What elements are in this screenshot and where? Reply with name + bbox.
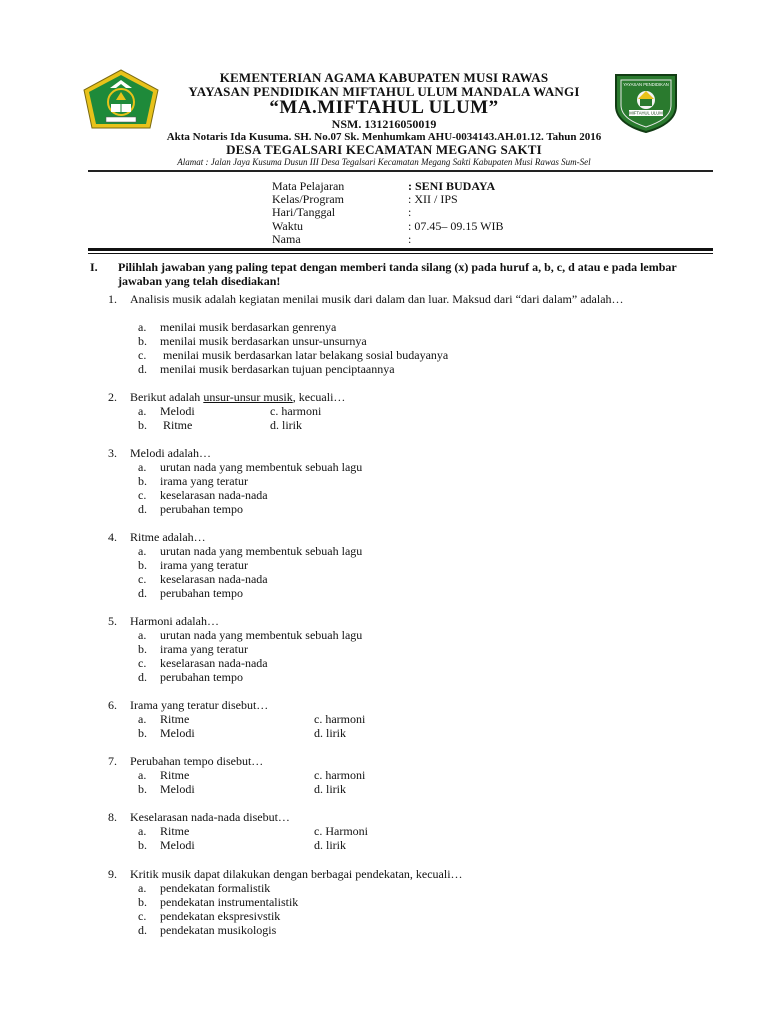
village-line: DESA TEGALSARI KECAMATAN MEGANG SAKTI — [226, 142, 542, 157]
option-b — [138, 726, 195, 740]
option-letter: c. — [138, 572, 147, 586]
option-c — [138, 572, 268, 586]
option-d — [314, 782, 346, 796]
option-b — [138, 334, 367, 348]
option-b — [138, 895, 298, 909]
option-text: irama yang teratur — [160, 474, 248, 488]
option-b — [138, 558, 248, 572]
option-text: perubahan tempo — [160, 586, 243, 600]
option-letter: d. — [138, 586, 147, 600]
question-number: 3. — [108, 446, 117, 460]
option-text: irama yang teratur — [160, 642, 248, 656]
option-letter: a. — [138, 320, 147, 334]
option-a — [138, 712, 189, 726]
option-a — [138, 628, 362, 642]
question-text: Ritme adalah… — [130, 530, 206, 544]
option-text: Melodi — [160, 838, 195, 852]
question-number: 9. — [108, 867, 117, 881]
meta-row-date — [272, 206, 503, 219]
option-a — [138, 460, 362, 474]
section-divider-thick — [88, 248, 713, 251]
option-d — [138, 586, 243, 600]
option-letter: b. — [138, 642, 147, 656]
option-b — [138, 474, 248, 488]
option-c — [314, 824, 368, 838]
meta-value: : — [408, 205, 412, 220]
option-letter: c. — [138, 656, 147, 670]
option-d — [138, 670, 243, 684]
meta-row-time — [272, 220, 503, 233]
section-divider-thin — [88, 253, 713, 254]
option-text: d. lirik — [270, 418, 302, 432]
option-d — [314, 838, 346, 852]
nsm-number: NSM. 131216050019 — [331, 117, 437, 131]
question-text-end: , kecuali… — [292, 390, 346, 404]
option-text: keselarasan nada-nada — [160, 488, 268, 502]
option-text: perubahan tempo — [160, 670, 243, 684]
option-letter: b. — [138, 418, 147, 432]
option-c — [314, 712, 365, 726]
option-letter: b. — [138, 782, 147, 796]
option-letter: a. — [138, 712, 147, 726]
option-text: Ritme — [160, 418, 193, 432]
question-text: Kritik musik dapat dilakukan dengan berbagai pendekatan, kecuali… — [130, 867, 463, 881]
question-number: 7. — [108, 754, 117, 768]
option-c — [270, 404, 321, 418]
option-text: Ritme — [160, 712, 190, 726]
option-text: Ritme — [160, 768, 190, 782]
question-text: Perubahan tempo disebut… — [130, 754, 264, 768]
option-text: keselarasan nada-nada — [160, 572, 268, 586]
option-text: perubahan tempo — [160, 502, 243, 516]
option-letter: d. — [138, 502, 147, 516]
option-text: d. lirik — [314, 726, 346, 740]
question-text-start: Berikut adalah — [130, 390, 204, 404]
option-text: pendekatan musikologis — [160, 923, 277, 937]
option-letter: c. — [138, 348, 147, 362]
option-letter: a. — [138, 460, 147, 474]
question-text: Analisis musik adalah kegiatan menilai musik dari dalam dan luar. Maksud dari “dari dalam” adalah… — [130, 292, 624, 306]
header-divider — [88, 170, 713, 172]
option-letter: b. — [138, 726, 147, 740]
notary-line: Akta Notaris Ida Kusuma. SH. No.07 Sk. Menhumkam AHU-0034143.AH.01.12. Tahun 2016 — [166, 131, 602, 143]
option-b — [138, 642, 248, 656]
option-c — [138, 488, 268, 502]
shield-top-text: YAYASAN PENDIDIKAN — [623, 82, 669, 87]
option-text: urutan nada yang membentuk sebuah lagu — [160, 460, 363, 474]
option-c — [138, 909, 280, 923]
option-text: pendekatan instrumentalistik — [160, 895, 299, 909]
meta-value: : 07.45– 09.15 WIB — [408, 218, 504, 233]
ministry-line: KEMENTERIAN AGAMA KABUPATEN MUSI RAWAS — [219, 70, 549, 85]
option-text: pendekatan ekspresivstik — [160, 909, 281, 923]
question-number: 4. — [108, 530, 117, 544]
option-letter: a. — [138, 824, 147, 838]
option-c — [138, 656, 268, 670]
question-number: 1. — [108, 292, 117, 306]
question-number: 6. — [108, 698, 117, 712]
question-number: 2. — [108, 390, 117, 404]
option-text: c. harmoni — [270, 404, 322, 418]
underlined-term: unsur-unsur musik — [203, 390, 293, 404]
address-line: Alamat : Jalan Jaya Kusuma Dusun III Desa Tegalsari Kecamatan Megang Sakti Kabupaten Musi Rawas Sum-Sel — [177, 157, 591, 167]
meta-label: Waktu — [272, 218, 304, 233]
question-text: Melodi adalah… — [130, 446, 211, 460]
option-text: Melodi — [160, 404, 195, 418]
option-text: menilai musik berdasarkan latar belakang sosial budayanya — [160, 348, 449, 362]
option-letter: a. — [138, 544, 147, 558]
option-letter: a. — [138, 628, 147, 642]
option-text: c. harmoni — [314, 768, 366, 782]
option-b — [138, 782, 195, 796]
option-a — [138, 404, 195, 418]
option-text: menilai musik berdasarkan genrenya — [160, 320, 337, 334]
option-text: c. Harmoni — [314, 824, 368, 838]
question-number: 8. — [108, 810, 117, 824]
option-b — [138, 418, 192, 432]
option-letter: a. — [138, 768, 147, 782]
option-text: urutan nada yang membentuk sebuah lagu — [160, 544, 363, 558]
option-text: urutan nada yang membentuk sebuah lagu — [160, 628, 363, 642]
school-name: “MA.MIFTAHUL ULUM” — [269, 97, 499, 118]
question-text: Harmoni adalah… — [130, 614, 219, 628]
option-c — [138, 348, 448, 362]
option-text: Ritme — [160, 824, 190, 838]
meta-value: : SENI BUDAYA — [408, 179, 496, 193]
option-letter: d. — [138, 670, 147, 684]
meta-label: Mata Pelajaran — [272, 179, 345, 193]
option-letter: b. — [138, 474, 147, 488]
option-letter: a. — [138, 404, 147, 418]
meta-label: Nama — [272, 231, 301, 246]
option-text: d. lirik — [314, 782, 346, 796]
option-text: menilai musik berdasarkan tujuan penciptaannya — [160, 362, 395, 376]
foundation-line: YAYASAN PENDIDIKAN MIFTAHUL ULUM MANDALA WANGI — [188, 84, 580, 99]
instruction-text: Pilihlah jawaban yang paling tepat dengan memberi tanda silang (x) pada huruf a, b, c, d atau e pada lembar jawaban yang telah disediakan! — [118, 260, 677, 288]
question-text: Irama yang teratur disebut… — [130, 698, 269, 712]
option-text: menilai musik berdasarkan unsur-unsurnya — [160, 334, 367, 348]
option-d — [314, 726, 346, 740]
meta-label: Kelas/Program — [272, 192, 344, 207]
option-c — [314, 768, 365, 782]
option-d — [138, 502, 243, 516]
option-b — [138, 838, 195, 852]
option-a — [138, 768, 189, 782]
option-letter: c. — [138, 488, 147, 502]
exam-meta — [272, 180, 503, 246]
option-text: Melodi — [160, 782, 195, 796]
option-text: pendekatan formalistik — [160, 881, 271, 895]
meta-value: : — [408, 231, 412, 246]
option-letter: b. — [138, 895, 147, 909]
option-a — [138, 320, 336, 334]
option-letter: c. — [138, 909, 147, 923]
option-letter: b. — [138, 838, 147, 852]
option-text: Melodi — [160, 726, 195, 740]
meta-value: : XII / IPS — [408, 192, 458, 207]
option-d — [138, 923, 276, 937]
option-letter: d. — [138, 923, 147, 937]
option-d — [138, 362, 395, 376]
option-text: d. lirik — [314, 838, 346, 852]
option-letter: b. — [138, 334, 147, 348]
meta-label: Hari/Tanggal — [272, 205, 336, 220]
option-d — [270, 418, 302, 432]
section-number: I. — [90, 260, 98, 274]
option-text: irama yang teratur — [160, 558, 248, 572]
option-a — [138, 824, 189, 838]
option-a — [138, 881, 270, 895]
shield-bottom-text: MIFTAHUL ULUM — [629, 110, 663, 116]
option-letter: d. — [138, 362, 147, 376]
option-a — [138, 544, 362, 558]
option-text: c. harmoni — [314, 712, 366, 726]
question-text — [130, 390, 718, 404]
option-text: keselarasan nada-nada — [160, 656, 268, 670]
option-letter: a. — [138, 881, 147, 895]
meta-row-name — [272, 233, 503, 246]
question-text: Keselarasan nada-nada disebut… — [130, 810, 290, 824]
option-letter: b. — [138, 558, 147, 572]
question-number: 5. — [108, 614, 117, 628]
